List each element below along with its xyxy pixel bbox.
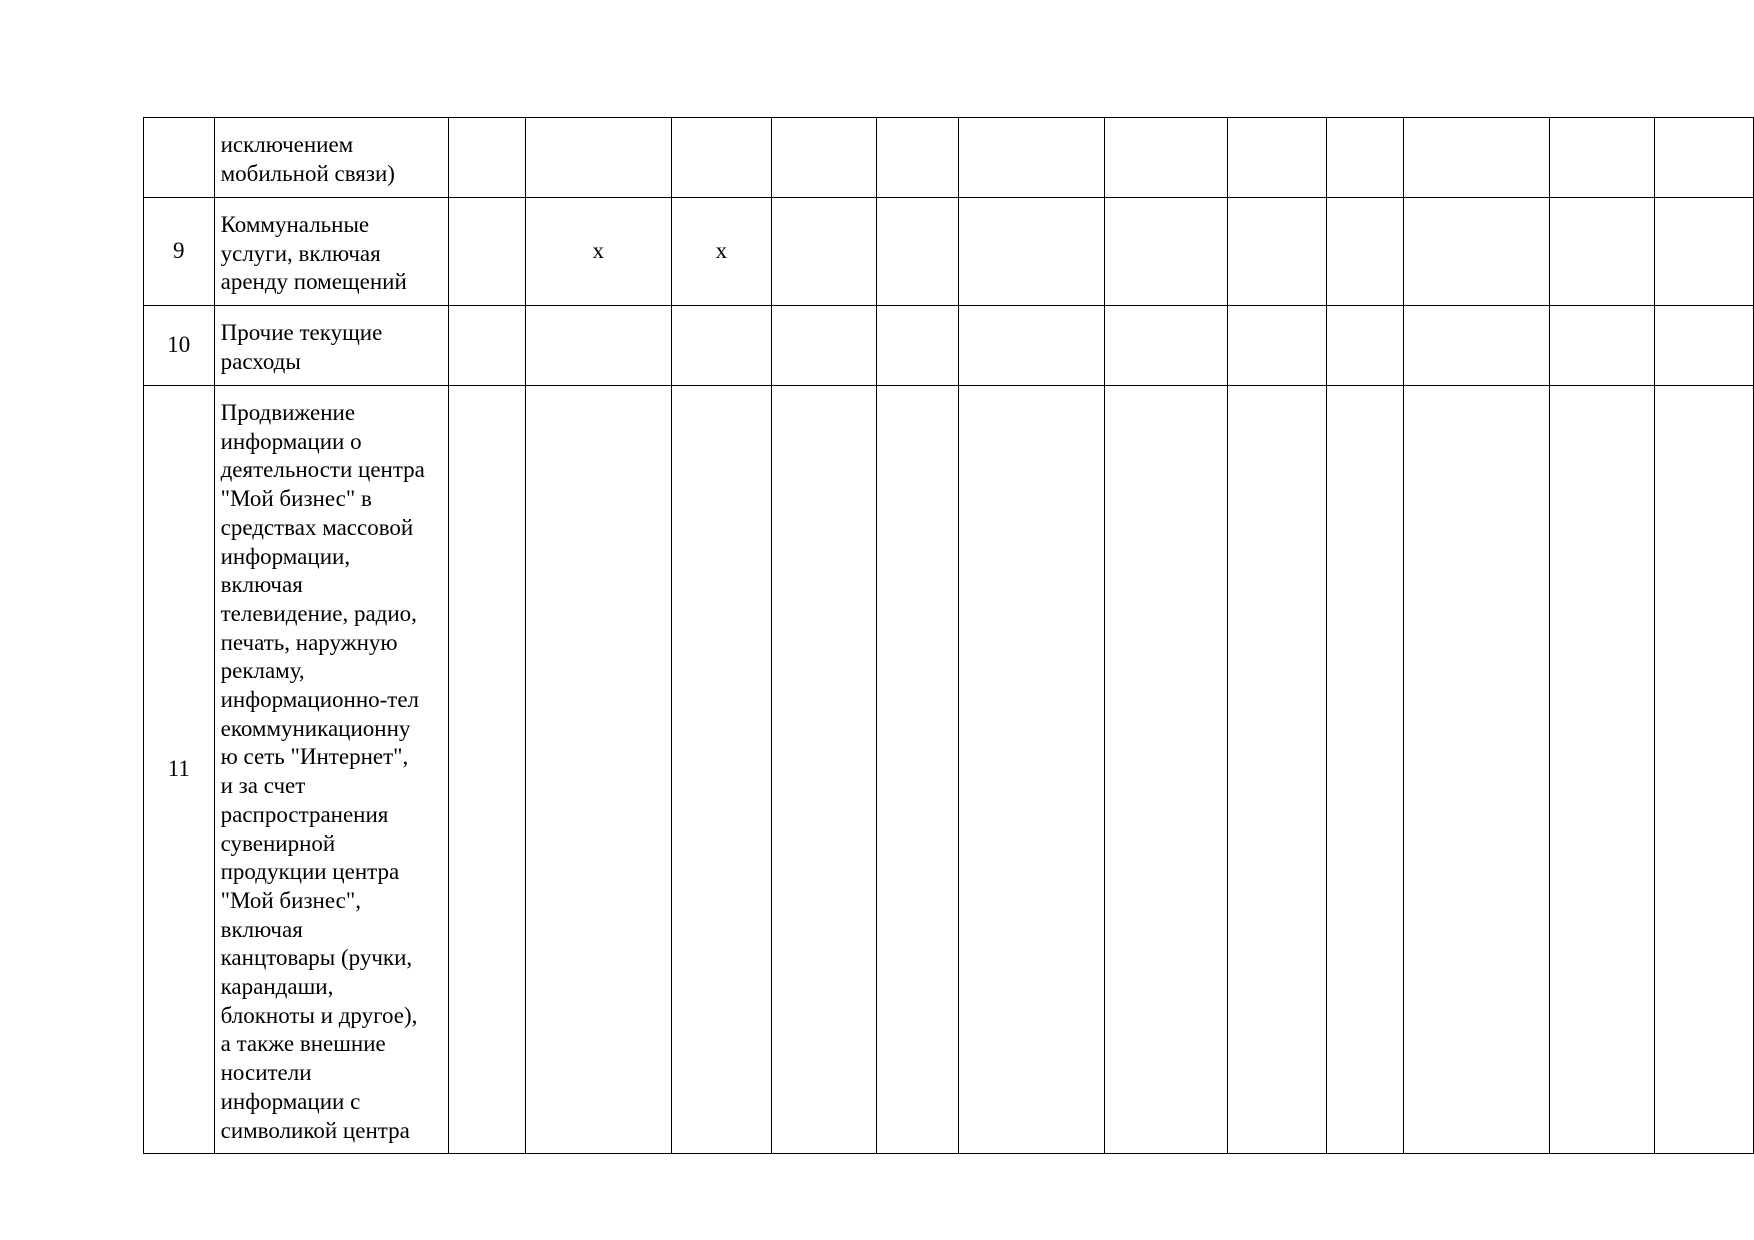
description-line: расходы	[220, 348, 301, 374]
table-cell	[449, 198, 525, 306]
description-line: средствах массовой	[220, 514, 414, 540]
table-cell	[1403, 306, 1549, 386]
table-cell	[671, 118, 771, 198]
table-cell	[959, 386, 1105, 1154]
description-line: аренду помещений	[220, 269, 407, 295]
table-row	[144, 306, 1754, 386]
table-cell	[1654, 386, 1753, 1154]
description-line: включая	[220, 916, 303, 942]
table-cell	[525, 306, 671, 386]
description-line: информационно-тел	[220, 687, 420, 713]
table-cell	[771, 386, 876, 1154]
description-line: информации,	[220, 543, 351, 569]
table-cell	[1403, 118, 1549, 198]
table-cell	[1549, 118, 1654, 198]
table-cell	[1549, 386, 1654, 1154]
table-cell	[877, 118, 959, 198]
description-line: "Мой бизнес" в	[220, 486, 372, 512]
table-cell	[959, 306, 1105, 386]
table-cell	[771, 306, 876, 386]
description-line: а также внешние	[220, 1031, 386, 1057]
table-cell	[1654, 198, 1753, 306]
table-cell	[525, 386, 671, 1154]
table-cell	[1105, 306, 1228, 386]
description-line: деятельности центра	[220, 457, 425, 483]
table-cell	[1654, 306, 1753, 386]
description-line: Прочие текущие	[220, 320, 383, 345]
table-cell	[449, 386, 525, 1154]
table-cell: х	[525, 198, 671, 306]
table-cell	[771, 118, 876, 198]
table-cell	[449, 306, 525, 386]
table-row	[144, 198, 1754, 306]
table-cell	[1105, 386, 1228, 1154]
description-line: ю сеть "Интернет",	[220, 744, 409, 770]
description-line: "Мой бизнес",	[220, 887, 361, 913]
description-line: блокноты и другое),	[220, 1002, 418, 1028]
description-line: распространения	[220, 801, 389, 827]
expense-table	[143, 117, 1754, 1154]
table-cell	[959, 118, 1105, 198]
row-number: 9	[144, 198, 215, 306]
table-cell	[1549, 306, 1654, 386]
description-line: телевидение, радио,	[220, 600, 417, 626]
row-number: 10	[144, 306, 215, 386]
table-cell	[671, 306, 771, 386]
description-line: Продвижение	[220, 400, 356, 425]
table-cell	[877, 386, 959, 1154]
description-line: продукции центра	[220, 859, 400, 885]
description-line: услуги, включая	[220, 240, 381, 266]
table-cell	[1228, 198, 1327, 306]
description-line: и за счет	[220, 773, 306, 799]
table-row	[144, 386, 1754, 1154]
description-line: канцтовары (ручки,	[220, 945, 413, 971]
description-line: информации с	[220, 1088, 361, 1114]
description-line: носители	[220, 1060, 312, 1086]
description-line: информации о	[220, 428, 362, 454]
table-cell	[1105, 198, 1228, 306]
table-cell	[771, 198, 876, 306]
table-cell	[1403, 386, 1549, 1154]
row-description	[214, 198, 449, 306]
row-number	[144, 118, 215, 198]
description-line: печать, наружную	[220, 629, 398, 655]
table-cell	[1228, 306, 1327, 386]
description-line: мобильной связи)	[220, 160, 395, 186]
table-cell	[1327, 198, 1403, 306]
table-cell	[877, 306, 959, 386]
table-cell	[1327, 118, 1403, 198]
row-number: 11	[144, 386, 215, 1154]
description-line: рекламу,	[220, 658, 305, 684]
description-line: Коммунальные	[220, 212, 370, 237]
table-cell	[1403, 198, 1549, 306]
row-description	[214, 306, 449, 386]
table-cell	[525, 118, 671, 198]
table-cell	[1228, 118, 1327, 198]
row-description	[214, 118, 449, 198]
table-cell	[671, 386, 771, 1154]
table-row	[144, 118, 1754, 198]
table-cell	[1327, 306, 1403, 386]
description-line: сувенирной	[220, 830, 336, 856]
table-cell	[1228, 386, 1327, 1154]
description-line: символикой центра	[220, 1117, 410, 1143]
table-cell	[449, 118, 525, 198]
table-cell	[959, 198, 1105, 306]
row-description	[214, 386, 449, 1154]
table-body	[144, 118, 1754, 1154]
description-line: екоммуникационну	[220, 715, 411, 741]
table-cell	[1327, 386, 1403, 1154]
table-cell: х	[671, 198, 771, 306]
table-cell	[877, 198, 959, 306]
table-cell	[1105, 118, 1228, 198]
description-line: включая	[220, 572, 303, 598]
table-cell	[1549, 198, 1654, 306]
table-cell	[1654, 118, 1753, 198]
description-line: исключением	[220, 132, 354, 157]
description-line: карандаши,	[220, 974, 334, 1000]
